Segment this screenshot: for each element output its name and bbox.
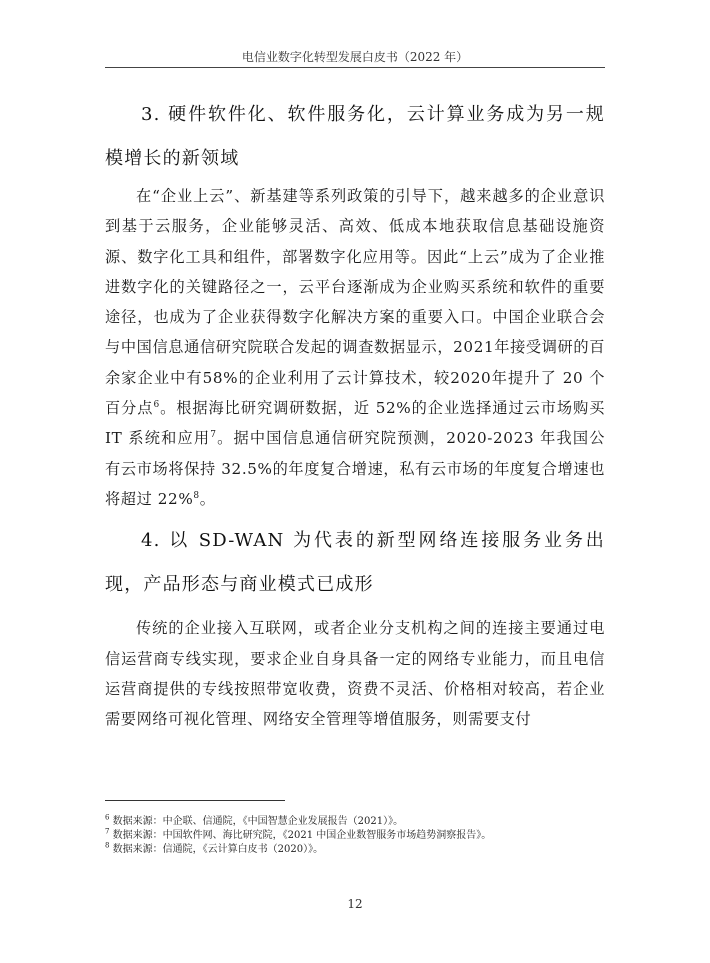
section-paragraph-3 [105,181,605,514]
paragraph-text: 。 [199,489,216,508]
footnote-number: 6 [105,813,110,822]
footnote-number: 7 [105,827,110,836]
footnote-6 [105,815,625,829]
footnote-text: 数据来源：中国软件网、海比研究院，《2021 中国企业数智服务市场趋势洞察报告》。 [112,830,492,841]
footnote-ref-6[interactable]: 6 [153,400,160,411]
footnote-rule [105,800,285,801]
paragraph-text: 传统的企业接入互联网，或者企业分支机构之间的连接主要通过电信运营商专线实现，要求企业自身具备一定的网络专业能力，而且电信运营商提供的专线按照带宽收费，资费不灵活、价格相对较高，若企业需要网络可视化管理、网络安全管理等增值服务，则需要支付 [105,619,605,729]
footnote-7 [105,829,625,843]
section-heading-3: 3. 硬件软件化、软件服务化，云计算业务成为另一规模增长的新领域 [105,104,605,169]
footnote-text: 数据来源：信通院，《云计算白皮书（2020）》。 [112,844,324,855]
page-body [105,88,605,734]
footnote-8 [105,843,625,857]
footnote-text: 数据来源：中企联、信通院，《中国智慧企业发展报告（2021）》。 [112,816,404,827]
paragraph-text: 在“企业上云”、新基建等系列政策的引导下，越来越多的企业意识到基于云服务，企业能够灵活、高效、低成本地获取信息基础设施资源、数字化工具和组件，部署数字化应用等。因此“上云”成为了企业推进数字化的关键路径之一，云平台逐渐成为企业购买系统和软件的重要途径，也成为了企业获得数字化解决方案的重要入口。中国企业联合会与中国信息通信研究院联合发起的调查数据显示，2021年接受调研的百余家企业中有58%的企业利用了云计算技术，较2020年提升了 20 个百分点 [105,187,605,418]
footnote-ref-7[interactable]: 7 [210,430,217,441]
paragraph-text: 。根据海比研究调研数据，近 52%的企业选择通过云市场购买 IT 系统和应用 [105,399,605,448]
section-heading-4: 4. 以 SD-WAN 为代表的新型网络连接服务业务出现，产品形态与商业模式已成形 [105,530,605,596]
header-rule [105,67,605,68]
footnote-ref-8[interactable]: 8 [193,490,200,501]
page-number: 12 [347,897,363,911]
footnote-number: 8 [105,841,110,850]
running-header: 电信业数字化转型发展白皮书（2022 年） [241,50,469,64]
footnotes [105,815,625,857]
paragraph-text: 。据中国信息通信研究院预测，2020-2023 年我国公有云市场将保持 32.5%的年度复合增速，私有云市场的年度复合增速也将超过 22% [105,429,605,508]
section-paragraph-4 [105,613,605,734]
